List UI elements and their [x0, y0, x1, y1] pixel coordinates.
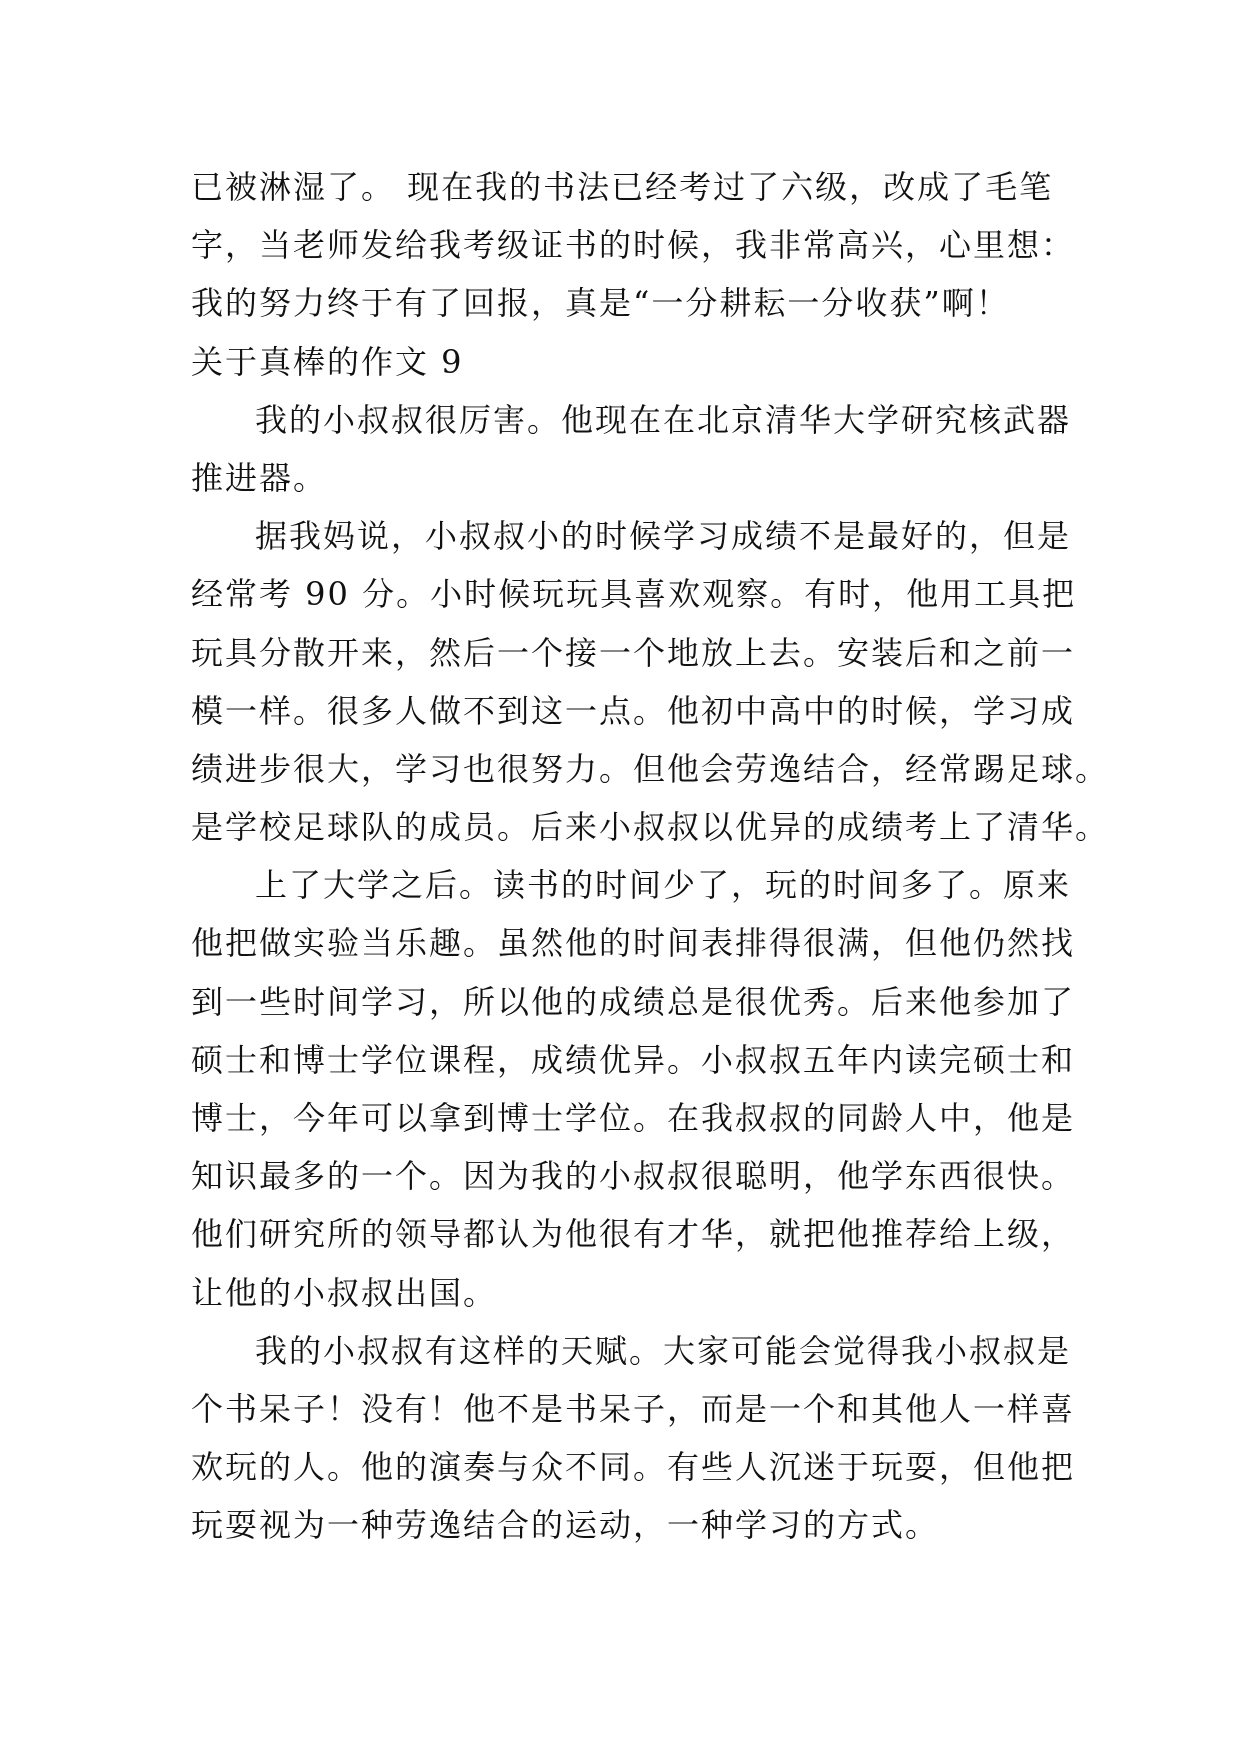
- text-line: 玩耍视为一种劳逸结合的运动，一种学习的方式。: [191, 1506, 940, 1545]
- text-line: 推进器。: [191, 458, 328, 497]
- text-line: 博士，今年可以拿到博士学位。在我叔叔的同龄人中，他是: [191, 1099, 1076, 1137]
- text-line: 我的努力终于有了回报，真是“一分耕耘一分收获”啊！: [191, 284, 1010, 323]
- paragraph-start-line: 上了大学之后。读书的时间少了，玩的时间多了。原来: [255, 866, 1072, 905]
- document-body: [191, 158, 1110, 1555]
- text-line: 他们研究所的领导都认为他很有才华，就把他推荐给上级，: [191, 1215, 1076, 1254]
- section-heading: 关于真棒的作文 9: [191, 342, 464, 381]
- paragraph-start-line: 我的小叔叔有这样的天赋。大家可能会觉得我小叔叔是: [255, 1331, 1072, 1370]
- text-line: 是学校足球队的成员。后来小叔叔以优异的成绩考上了清华。: [191, 808, 1110, 847]
- text-line: 个书呆子！没有！他不是书呆子，而是一个和其他人一样喜: [191, 1389, 1076, 1428]
- paragraph-start-line: 据我妈说，小叔叔小的时候学习成绩不是最好的，但是: [255, 517, 1072, 556]
- text-line: 到一些时间学习，所以他的成绩总是很优秀。后来他参加了: [191, 982, 1076, 1021]
- paragraph-start-line: 我的小叔叔很厉害。他现在在北京清华大学研究核武器: [255, 400, 1072, 439]
- text-line: 他把做实验当乐趣。虽然他的时间表排得很满，但他仍然找: [191, 924, 1076, 963]
- text-line: 知识最多的一个。因为我的小叔叔很聪明，他学东西很快。: [191, 1157, 1076, 1196]
- text-line: 硕士和博士学位课程，成绩优异。小叔叔五年内读完硕士和: [191, 1040, 1076, 1079]
- text-line: 玩具分散开来，然后一个接一个地放上去。安装后和之前一: [191, 633, 1076, 672]
- text-line: 已被淋湿了。 现在我的书法已经考过了六级，改成了毛笔: [191, 168, 1054, 206]
- text-line: 模一样。很多人做不到这一点。他初中高中的时候，学习成: [191, 691, 1076, 730]
- text-line: 欢玩的人。他的演奏与众不同。有些人沉迷于玩耍，但他把: [191, 1448, 1076, 1487]
- text-line: 让他的小叔叔出国。: [191, 1273, 498, 1312]
- text-line: 字，当老师发给我考级证书的时候，我非常高兴，心里想：: [191, 226, 1076, 265]
- text-line: 经常考 90 分。小时候玩玩具喜欢观察。有时，他用工具把: [191, 575, 1077, 614]
- text-line: 绩进步很大，学习也很努力。但他会劳逸结合，经常踢足球。: [191, 749, 1110, 788]
